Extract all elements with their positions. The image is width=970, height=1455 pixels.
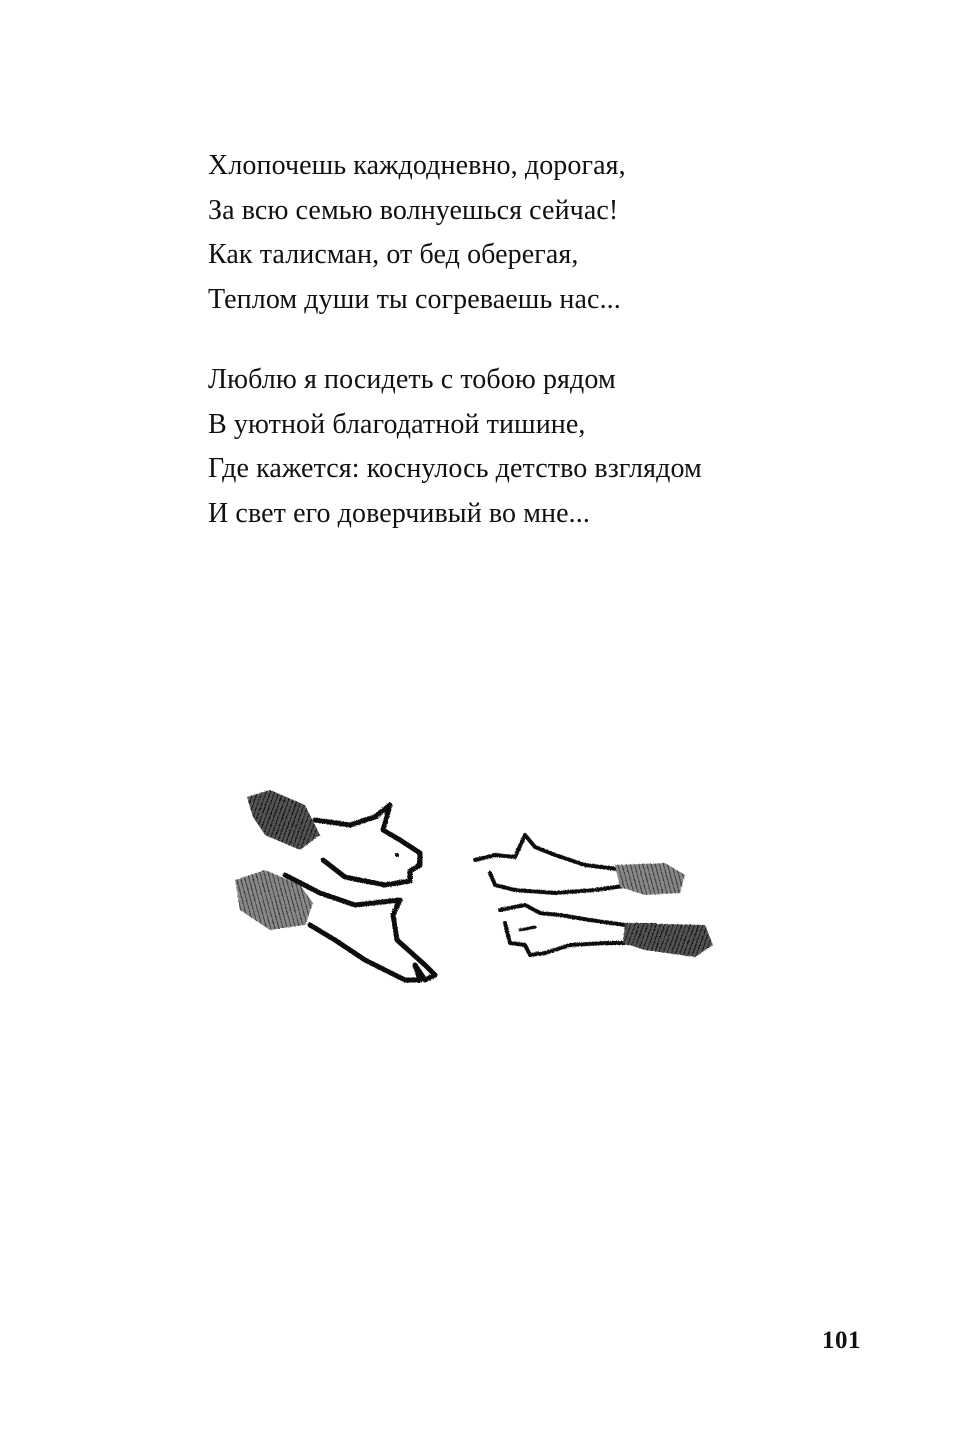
poem-stanza-2 xyxy=(208,358,702,536)
poem-line: И свет его доверчивый во мне... xyxy=(208,497,590,529)
poem-line: За всю семью волнуешься сейчас! xyxy=(208,194,619,226)
poem-line: Люблю я посидеть с тобою рядом xyxy=(208,364,616,395)
poem-line: В уютной благодатной тишине, xyxy=(208,408,586,440)
page-number: 101 xyxy=(822,1327,861,1354)
poem-line: Хлопочешь каждодневно, дорогая, xyxy=(208,150,626,181)
poem-line: Теплом души ты согреваешь нас... xyxy=(208,283,621,315)
hands-illustration xyxy=(225,775,725,990)
hands-sketch-icon xyxy=(225,775,725,990)
poem-line: Где кажется: коснулось детство взглядом xyxy=(208,453,702,484)
poem-line: Как талисман, от бед оберегая, xyxy=(208,239,579,270)
poem-stanza-1 xyxy=(208,144,626,322)
